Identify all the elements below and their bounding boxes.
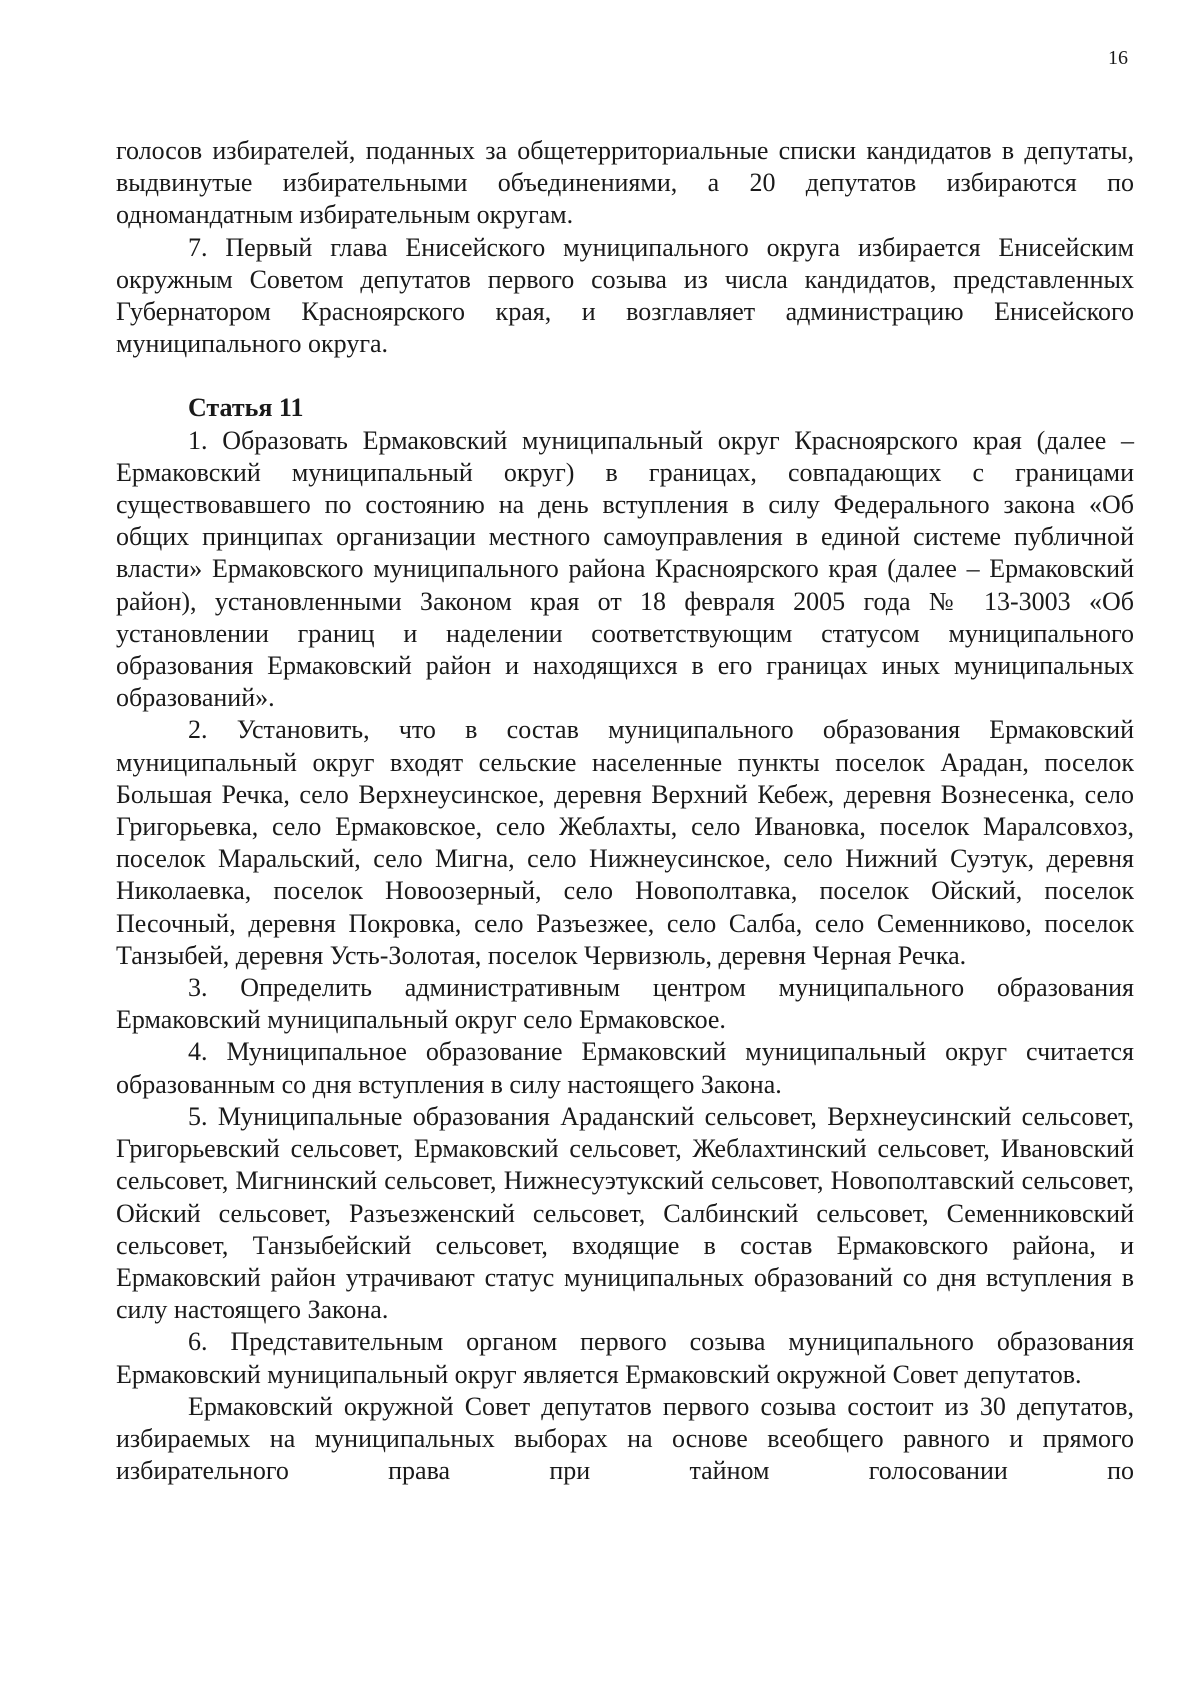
article-spacer xyxy=(116,360,1134,392)
page-number: 16 xyxy=(1108,47,1128,69)
article-paragraph-1: 1. Образовать Ермаковский муниципальный округ Красноярского края (далее – Ермаковский муниципальный округ) в границах, совпадающих с границами существовавшего по состоянию на день вступления в силу Федерального закона «Об общих принципах организации местного самоуправления в единой системе публичной власти» Ермаковского муниципального района Красноярского края (далее – Ермаковский район), установленными Законом края от 18 февраля 2005 года № 13-3003 «Об установлении границ и наделении соответствующим статусом муниципального образования Ермаковский район и находящихся в его границах иных муниципальных образований». xyxy=(116,425,1134,713)
article-paragraph-6: 6. Представительным органом первого созыва муниципального образования Ермаковский муниципальный округ является Ермаковский окружной Совет депутатов. xyxy=(116,1327,1134,1389)
article-paragraph-2: 2. Установить, что в состав муниципального образования Ермаковский муниципальный округ входят сельские населенные пункты поселок Арадан, поселок Большая Речка, село Верхнеусинское, деревня Верхний Кебеж, деревня Вознесенка, село Григорьевка, село Ермаковское, село Жеблахты, село Ивановка, поселок Маралсовхоз, поселок Маральский, село Мигна, село Нижнеусинское, село Нижний Суэтук, деревня Николаевка, поселок Новоозерный, село Новополтавка, поселок Ойский, поселок Песочный, деревня Покровка, село Разъезжее, село Салба, село Семенниково, поселок Танзыбей, деревня Усть-Золотая, поселок Червизюль, деревня Черная Речка. xyxy=(116,715,1134,970)
article-paragraph-7: Ермаковский окружной Совет депутатов первого созыва состоит из 30 депутатов, избираемых на муниципальных выборах на основе всеобщего равного и прямого избирательного права при тайном голосовании по xyxy=(116,1391,1134,1486)
article-heading: Статья 11 xyxy=(188,393,304,423)
article-paragraph-4: 4. Муниципальное образование Ермаковский муниципальный округ считается образованным со дня вступления в силу настоящего Закона. xyxy=(116,1037,1134,1099)
paragraph-continuation: голосов избирателей, поданных за общетерриториальные списки кандидатов в депутаты, выдвинутые избирательными объединениями, а 20 депутатов избираются по одномандатным избирательным округам. xyxy=(116,136,1134,230)
article-paragraph-3: 3. Определить административным центром муниципального образования Ермаковский муниципальный округ село Ермаковское. xyxy=(116,973,1134,1035)
article-paragraph-5: 5. Муниципальные образования Араданский сельсовет, Верхнеусинский сельсовет, Григорьевский сельсовет, Ермаковский сельсовет, Жеблахтинский сельсовет, Ивановский сельсовет, Мигнинский сельсовет, Нижнесуэтукский сельсовет, Новополтавский сельсовет, Ойский сельсовет, Разъезженский сельсовет, Салбинский сельсовет, Семенниковский сельсовет, Танзыбейский сельсовет, входящие в состав Ермаковского района, и Ермаковский район утрачивают статус муниципальных образований со дня вступления в силу настоящего Закона. xyxy=(116,1101,1134,1325)
document-body xyxy=(116,135,1134,1487)
paragraph-item-7: 7. Первый глава Енисейского муниципального округа избирается Енисейским окружным Советом депутатов первого созыва из числа кандидатов, представленных Губернатором Красноярского края, и возглавляет администрацию Енисейского муниципального округа. xyxy=(116,232,1134,359)
